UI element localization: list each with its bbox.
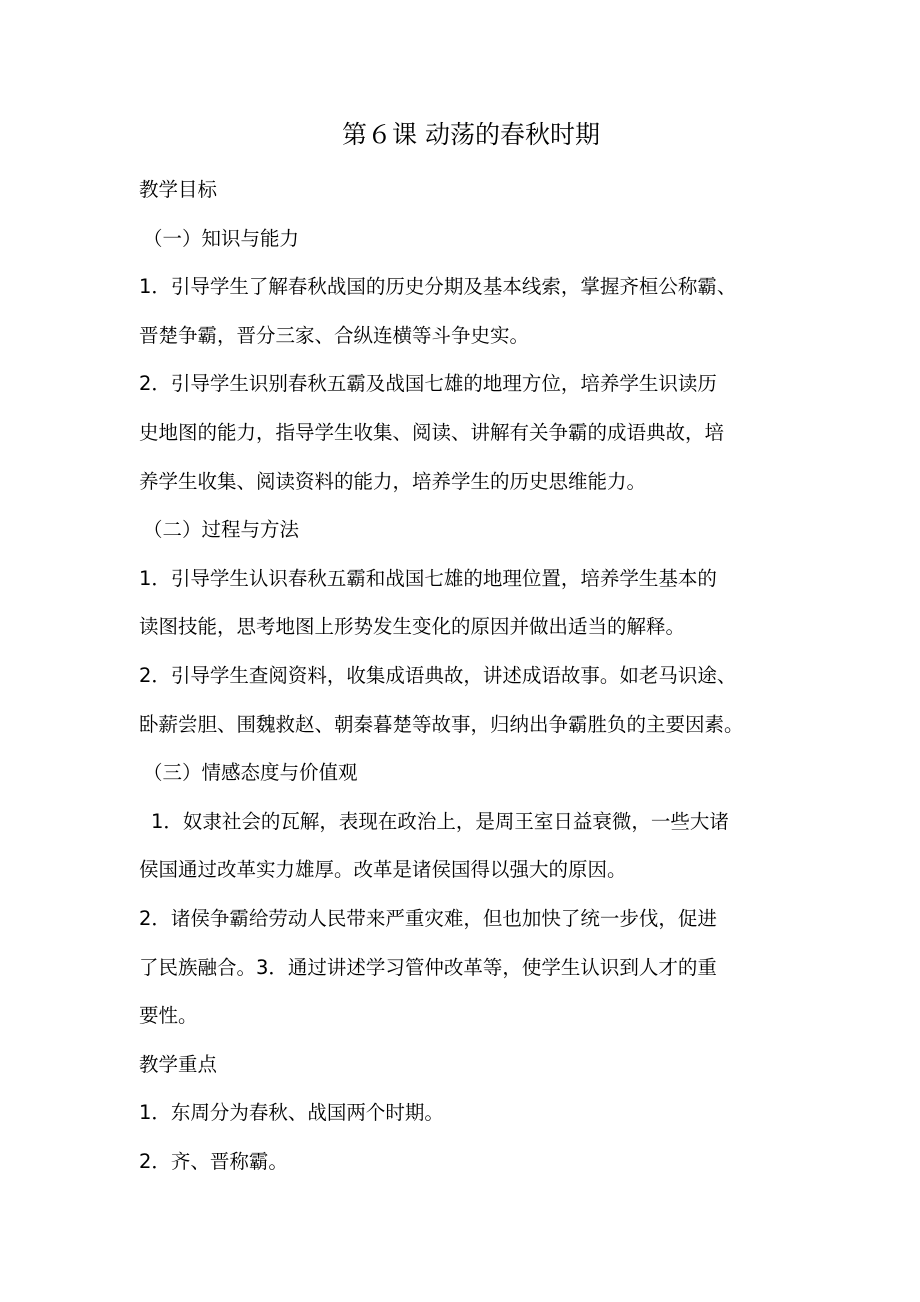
subheading-knowledge: （一）知识与能力 — [143, 226, 300, 250]
text-line: 1．引导学生了解春秋战国的历史分期及基本线索，掌握齐桓公称霸、 — [139, 275, 737, 299]
text-line: 了民族融合。3．通过讲述学习管仲改革等，使学生认识到人才的重 — [139, 955, 717, 979]
text-line: 2．引导学生查阅资料，收集成语典故，讲述成语故事。如老马识途、 — [139, 663, 737, 687]
subheading-attitude: （三）情感态度与价值观 — [143, 761, 358, 785]
text-line: 1．奴隶社会的瓦解，表现在政治上，是周王室日益衰微，一些大诸 — [151, 809, 729, 833]
text-line: 2．齐、晋称霸。 — [139, 1149, 288, 1173]
lesson-title: 第６课 动荡的春秋时期 — [342, 120, 600, 149]
text-line: 2．诸侯争霸给劳动人民带来严重灾难，但也加快了统一步伐，促进 — [139, 906, 717, 930]
text-line: 卧薪尝胆、围魏救赵、朝秦暮楚等故事，归纳出争霸胜负的主要因素。 — [139, 712, 744, 736]
subheading-process: （二）过程与方法 — [143, 518, 300, 542]
text-line: 1．引导学生认识春秋五霸和战国七雄的地理位置，培养学生基本的 — [139, 566, 717, 590]
section-heading-key-points: 教学重点 — [139, 1052, 218, 1076]
text-line: 养学生收集、阅读资料的能力，培养学生的历史思维能力。 — [139, 469, 647, 493]
text-line: 读图技能，思考地图上形势发生变化的原因并做出适当的解释。 — [139, 615, 686, 639]
section-heading-objectives: 教学目标 — [139, 178, 218, 201]
text-line: 1．东周分为春秋、战国两个时期。 — [139, 1101, 444, 1125]
text-line: 史地图的能力，指导学生收集、阅读、讲解有关争霸的成语典故，培 — [139, 420, 725, 444]
text-line: 晋楚争霸，晋分三家、合纵连横等斗争史实。 — [139, 323, 530, 347]
text-line: 侯国通过改革实力雄厚。改革是诸侯国得以强大的原因。 — [139, 858, 627, 882]
text-line: 2．引导学生识别春秋五霸及战国七雄的地理方位，培养学生识读历 — [139, 372, 717, 396]
document-page — [139, 112, 799, 1186]
text-line: 要性。 — [139, 1004, 198, 1028]
